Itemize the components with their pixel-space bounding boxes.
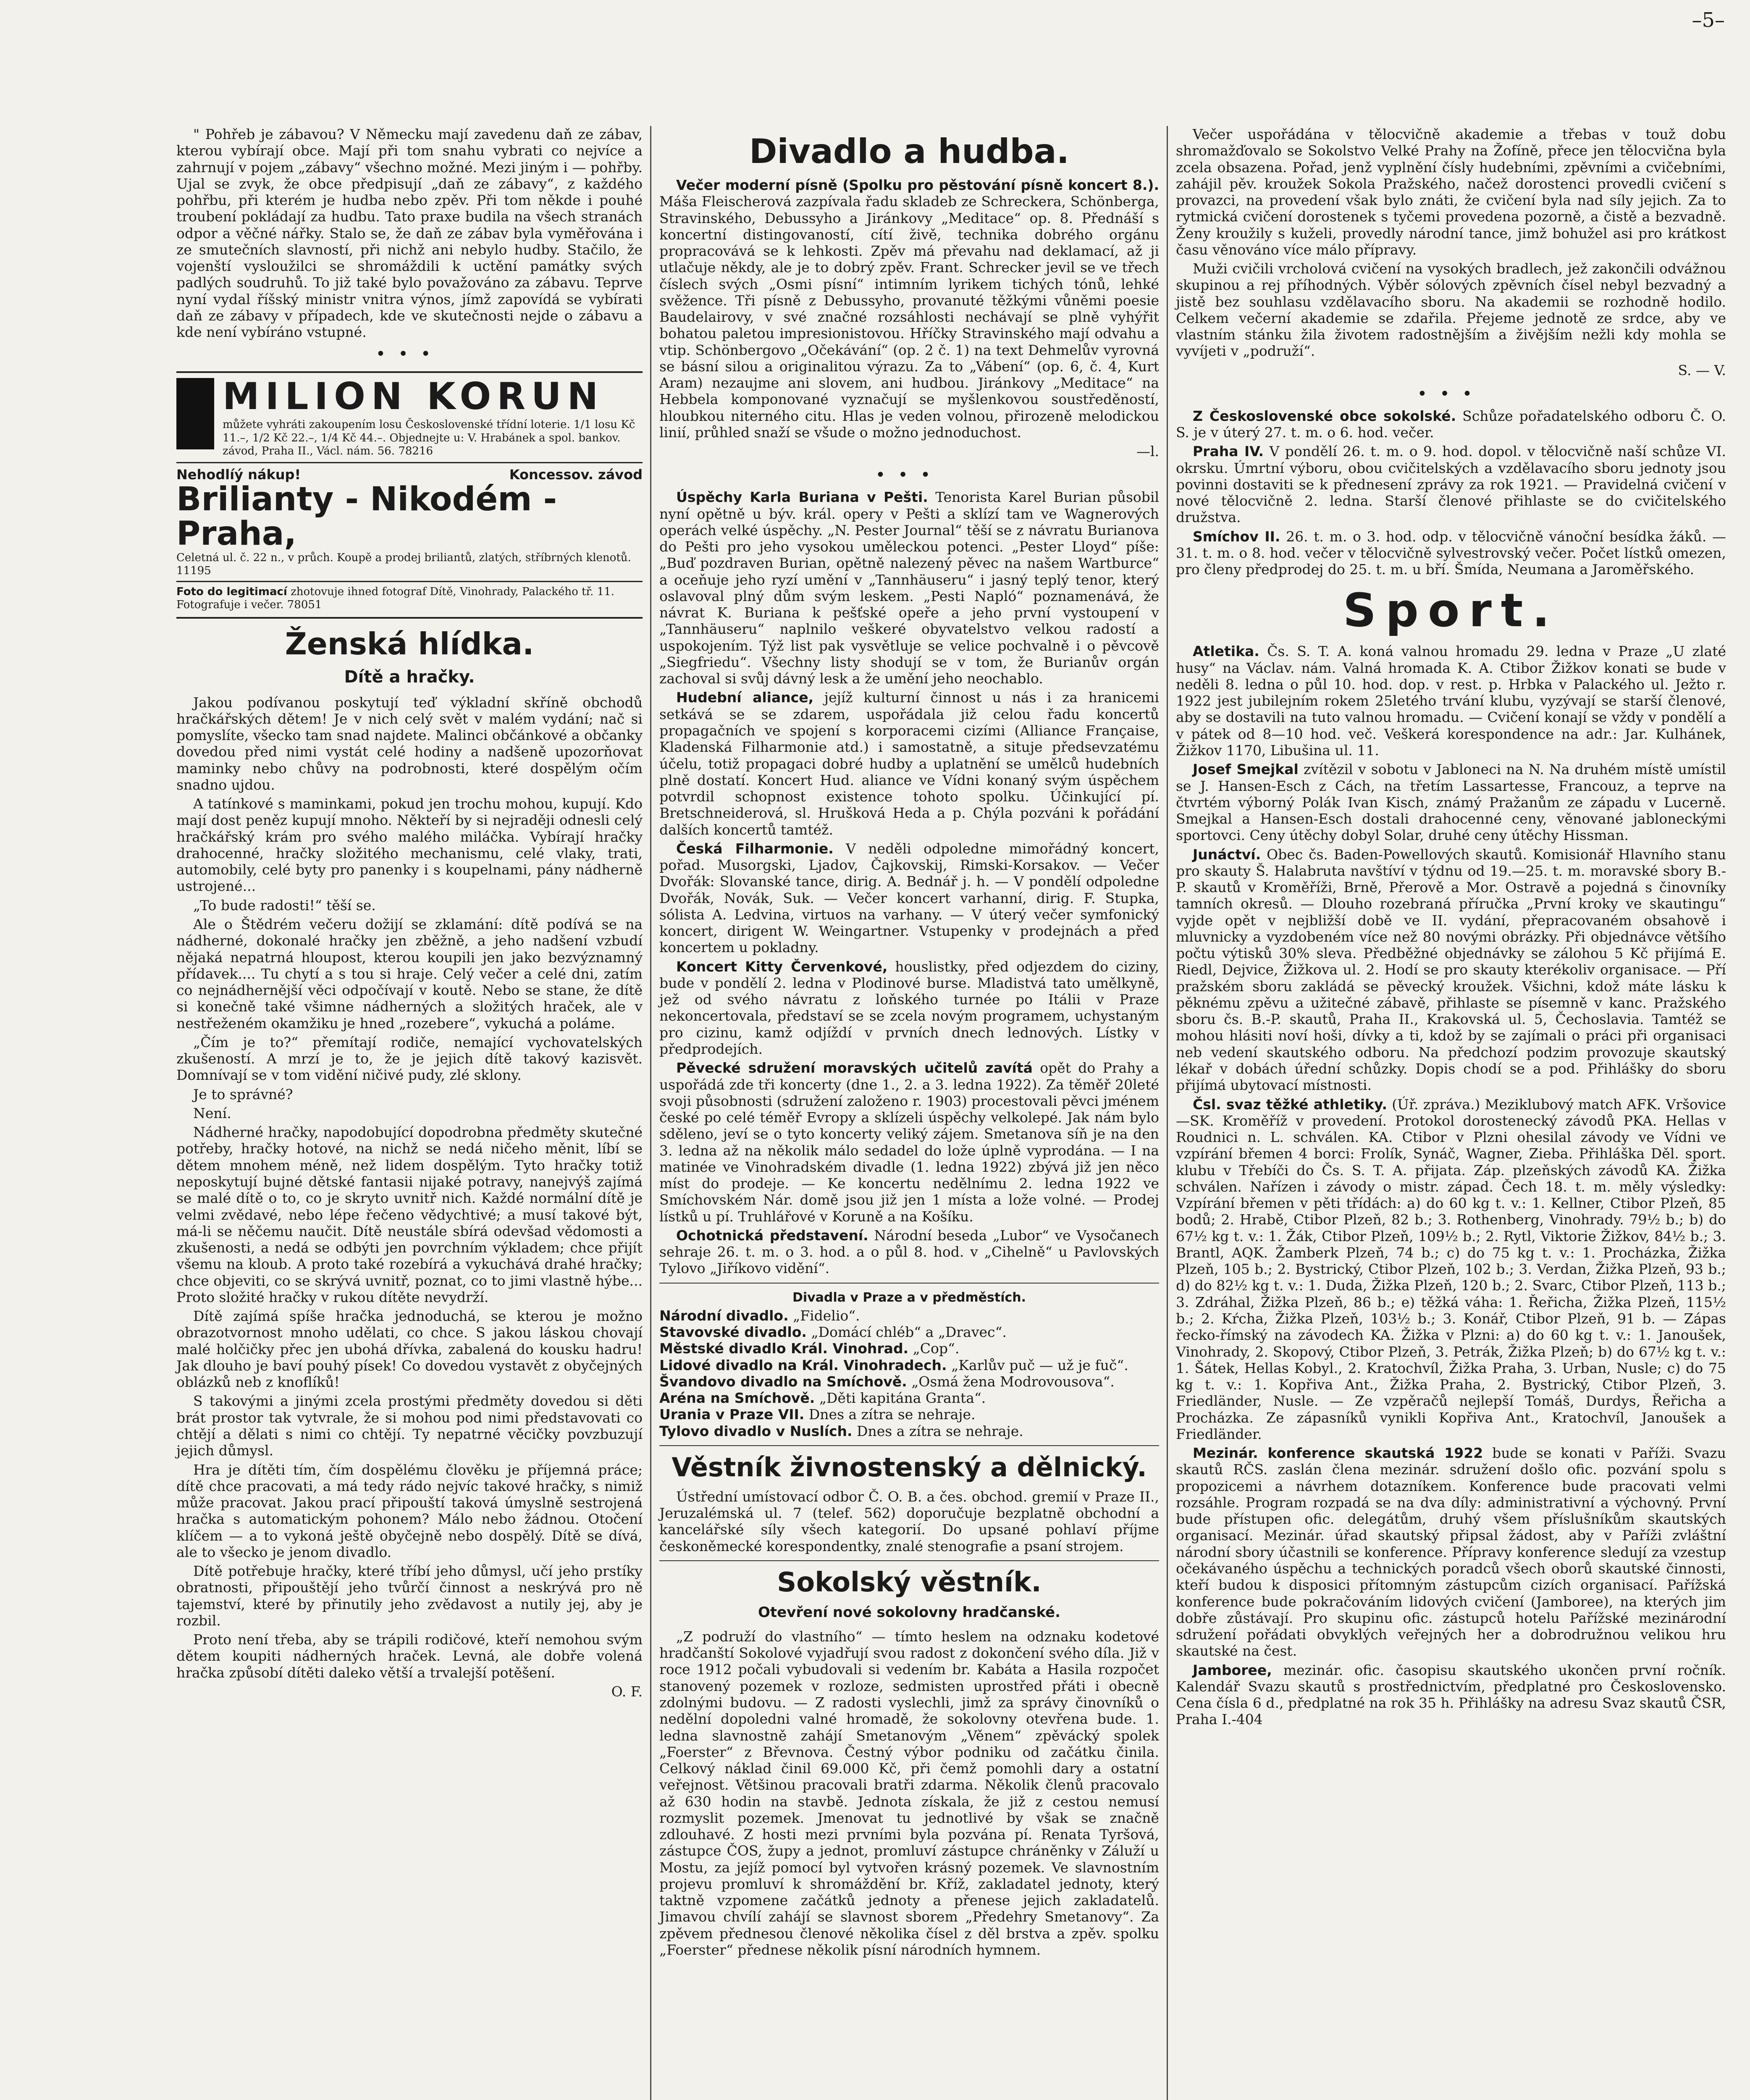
paragraph: Proto není třeba, aby se trápili rodičové, kteří nemohou svým dětem koupiti nádherných hraček. Levná, ale dobře volená hračka způsobí dítěti daleko větší a trvalejší potěšení. xyxy=(176,1631,643,1681)
paragraph: „To bude radosti!“ těší se. xyxy=(193,897,376,914)
theatre-listing-title: Divadla v Praze a v předměstích. xyxy=(792,1290,1026,1305)
news-lead: Úspěchy Karla Buriana v Pešti. xyxy=(676,489,928,506)
article-subtitle: Dítě a hračky. xyxy=(344,667,475,687)
news-text: Tenorista Karel Burian působil nyní opětně u býv. král. opery v Pešti a sklízí tam ve Wagnerových operách velké úspěchy. „N. Pester Journal“ těší se z návratu Burianova do Pešti pro jeho vysokou uměleckou potenci. „Pester Lloyd“ píše: „Buď pozdraven Burian, opětně nalezený pěvec na našem Wartburce“ a oceňuje jeho ryzí umění v „Tannhäuseru“ i jasný teplý tenor, který oslavoval plný dům svým leskem. „Pesti Napló“ poznamenává, že návrat K. Buriana k pešťské opeře a jeho první vystoupení v „Tannhäuseru“ naplnilo veškeré obyvatelstvo velkou radostí a uspokojením. Týž list pak vysvětluje se velice pochvalně i o pěvcově „Siegfriedu“. Všechny listy shodují se v tom, že Burianův orgán zachoval si svůj dávný lesk a že umění jeho neochablo. xyxy=(659,489,1159,687)
ad-jeweller xyxy=(176,463,643,582)
news-item xyxy=(1176,1445,1726,1659)
separator-dots: ••• xyxy=(375,344,443,364)
news-item xyxy=(1176,643,1726,759)
listing-row xyxy=(659,1307,1159,1324)
news-item xyxy=(659,840,1159,956)
theatre-name: Národní divadlo. xyxy=(659,1307,789,1324)
play-title: „Cop“. xyxy=(913,1340,960,1357)
ad-jeweller-left: Nehodlíý nákup! xyxy=(176,467,301,483)
news-item xyxy=(659,1227,1159,1277)
news-lead: Praha IV. xyxy=(1193,443,1264,460)
play-title: Dnes a zítra se nehraje. xyxy=(808,1406,976,1423)
separator-dots: ••• xyxy=(875,465,943,485)
news-item xyxy=(1176,408,1726,441)
listing-row xyxy=(659,1423,1159,1439)
page-folio: –5– xyxy=(1692,8,1725,32)
news-item xyxy=(659,958,1159,1058)
paragraph: Je to správné? xyxy=(193,1086,293,1102)
section-title-vestnik: Věstník živnostenský a dělnický. xyxy=(672,1452,1147,1483)
section-title-zenska: Ženská hlídka. xyxy=(285,626,534,662)
section-title-sokol: Sokolský věstník. xyxy=(777,1567,1042,1598)
news-item xyxy=(659,177,1159,441)
divider xyxy=(659,1445,1159,1446)
theatre-name: Stavovské divadlo. xyxy=(659,1324,807,1340)
listing-row xyxy=(659,1406,1159,1423)
news-text: (Úř. zpráva.) Meziklubový match AFK. Vršovice—SK. Kroměříž v provedení. Protokol dorostenecký závodů PKA. Hellas v Roudnici n. L. schválen. KA. Ctibor v Plzni ohesilal závody ve Vídni ve vzpírání břemen 4 borci: Frolík, Synáč, Wagner, Zieba. Přihláška Děl. sport. klubu v Třebíči do Čs. S. T. A. přijata. Záp. plzeňských závodů KA. Žižka schválen. Nařízen i závody o mistr. západ. Čech 18. t. m. měly výsledky: Vzpírání břemen v pěti třídách: a) do 60 kg t. v.: 1. Kellner, Ctibor Plzeň, 85 bodů; 2. Hrabě, Ctibor Plzeň, 82 b.; 3. Rothenberg, Vinohrady. 79½ b.; b) do 67½ kg t. v.: 1. Žák, Ctibor Plzeň, 109½ b.; 2. Rytl, Viktorie Žižkov, 84½ b.; 3. Brantl, AQK. Žamberk Plzeň, 74 b.; c) do 75 kg t. v.: 1. Procházka, Žižka Plzeň, 105 b.; 2. Bystrický, Ctibor Plzeň, 102 b.; 3. Verdan, Žižka Plzeň, 93 b.; d) do 82½ kg t. v.: 1. Duda, Žižka Plzeň, 120 b.; 2. Svarc, Ctibor Plzeň, 113 b.; 3. Zdráhal, Žižka Plzeň, 86 b.; e) těžká váha: 1. Řeřicha, Žižka Plzeň, 115½ b.; 2. Kŕcha, Žižka Plzeň, 103½ b.; 3. Konář, Ctibor Plzeň, 91 b. — Zápas řecko-římský na závodech KA. Žižka v Plzni: a) do 60 kg t. v.: 1. Janoušek, Vinohrady, 2. Skopový, Ctibor Plzeň, 3. Petrák, Žižka Plzeň; b) do 67½ kg t. v.: 1. Šátek, Hellas Kobyl., 2. Kratochvíl, Žižka Praha, 3. Urban, Nusle; c) do 75 kg t. v.: 1. Kopřiva Ant., Žižka Praha, 2. Bystrický, Ctibor Plzeň, 3. Friedländer, Nusle. — Ze vzpěračů nejlepší Tomáš, Durdys, Řeřicha a Procházka. Ze zápasníků vynikli Kopřiva Ant., Kratochvíl, Janoušek a Friedländer. xyxy=(1176,1096,1726,1442)
news-text: 26. t. m. o 3. hod. odp. v tělocvičně vánoční besídka žáků. — 31. t. m. o 8. hod. večer v tělocvičně sylvestrovský večer. Počet lístků omezen, pro členy předprodej do 25. t. m. u bří. Šmída, Neumana a Jaroměřského. xyxy=(1176,528,1726,578)
article-subtitle: Otevření nové sokolovny hradčanské. xyxy=(758,1604,1061,1621)
listing-row xyxy=(659,1324,1159,1340)
ad-jeweller-right: Koncessov. závod xyxy=(509,467,643,483)
ad-photo-text: zhotovuje ihned fotograf Dítě, Vinohrady, Palackého tř. 11. Fotografuje i večer. 78051 xyxy=(176,585,614,612)
news-item xyxy=(659,689,1159,837)
ad-lottery-text: můžete vyhráti zakoupením losu Československé třídní loterie. 1/1 losu Kč 11.–, 1/2 Kč 22.–, 1/4 Kč 44.–. Objednejte u: V. Hrabánek a spol. bankov. závod, Praha II., Václ. nám. 56. 78216 xyxy=(223,418,635,457)
paragraph: Není. xyxy=(193,1105,231,1121)
ad-jeweller-text: Celetná ul. č. 22 n., v průch. Koupě a prodej briliantů, zlatých, stříbrných klenotů. 11195 xyxy=(176,551,631,577)
news-text: jejíž kulturní činnost u nás i za hranicemi setkává se se zdarem, uspořádala již celou řadu koncertů propagačních ve spojení s korporacemi cizími (Alliance Française, Kladenská Filharmonie atd.) i samostatně, a situje předsevzatému účelu, totiž propagaci dobré hudby a uplatnění se umělců hudebních plně dostatí. Koncert Hud. aliance ve Vídni konaný svým úspěchem potvrdil schopnost existence tohoto spolku. Účinkující pí. Bretschneiderová, sl. Hrušková Heda a p. Chýla pozváni k pořádání dalších koncertů tamtéž. xyxy=(659,689,1159,838)
paragraph: S takovými a jinými zcela prostými předměty dovedou si děti brát prostor tak vytvrale, že si mohou pod nimi představovati co chtějí a dělati s nimi co chtějí. Ty nepatrné věcičky povzbuzují jejich důmysl. xyxy=(176,1393,643,1459)
section-title-sport: Sport. xyxy=(1343,583,1559,638)
play-title: „Osmá žena Modrovousova“. xyxy=(911,1373,1115,1390)
news-text: mezinár. ofic. časopisu skautského ukončen první ročník. Kalendář Svazu skautů s prostřednictvím, předplatné pro Československo. Cena čísla 6 d., předplatné na rok 35 h. Přihlášky na adresu Svaz skautů ČSR, Praha I.-404 xyxy=(1176,1662,1726,1728)
theatre-name: Tylovo divadlo v Nuslích. xyxy=(659,1423,853,1439)
paragraph: Jakou podívanou poskytují teď výkladní skříně obchodů hračkářských dětem! Je v nich celý svět v malém vydání; nač si pomyslíte, všecko tam snad najdete. Malinci občánkové a občanky dovedou před nimi vystát celé hodiny a nadšeně upozorňovat maminky nebo chůvy na podrobnosti, které dospělým očím snadno ujdou. xyxy=(176,694,643,793)
paragraph: Večer uspořádána v tělocvičně akademie a třebas v touž dobu shromažďovalo se Sokolstvo Velké Prahy na Žofíně, přece jen tělocvična byla zcela obsazena. Pořad, jenž vyplnění čísly hudebními, zpěvními a cvičebními, zahájil pěv. kroužek Sokola Pražského, načež dorostenci provedli cvičení s provazci, na provedení však bylo znáti, že cvičení byla nad síly jejich. Za to rytmická cvičení dorostenek s tyčemi provedena pozorně, a čistě a bezvadně. Ženy kroužily s kuželi, provedly národní tance, jimž bohužel asi pro krátkost času věnováno více málo přípravy. xyxy=(1176,126,1726,258)
theatre-name: Aréna na Smíchově. xyxy=(659,1390,815,1407)
theatre-name: Městské divadlo Král. Vinohrad. xyxy=(659,1340,909,1357)
news-item xyxy=(1176,846,1726,1094)
ad-jeweller-headline: Brilianty - Nikodém - Praha, xyxy=(176,480,557,553)
column-rule xyxy=(650,126,651,2100)
news-text: opět do Prahy a uspořádá zde tři koncerty (dne 1., 2. a 3. ledna 1922). Za těměř 20leté svoji působnosti (sdružení založeno r. 1903) procestovali pěvci jménem české po celé téměř Evropy a sklízeli úspěchy velkolepé. Jak nám bylo sděleno, jeví se o tyto koncerty veliký zájem. Smetanova síň je na den 3. ledna až na několik málo sedadel do lože úplně vyprodána. — I na matinée ve Vinohradském divadle (1. ledna 1922) zbývá již jen něco míst do prodeje. — Ke koncertu nedělnímu 2. ledna 1922 ve Smíchovském Nár. domě jsou již jen 1 místa a lože volné. — Prodej lístků u pí. Truhlářové v Koruně a na Košíku. xyxy=(659,1060,1159,1225)
paragraph: „Čím je to?“ přemítají rodiče, nemající vychovatelských zkušeností. A mrzí je to, že je jejich dítě takový kazisvět. Domnívají se v tom vidění ničivé pudy, zlé sklony. xyxy=(176,1034,643,1084)
play-title: „Fidelio“. xyxy=(793,1307,860,1324)
news-text: Obec čs. Baden-Powellových skautů. Komisionář Hlavního stanu pro skauty Š. Halabruta navštíví v týdnu od 19.—25. t. m. moravské sbory B.-P. skautů v Kroměříži, Brně, Přerově a Mor. Ostravě a pojedná s činovníky tamních okresů. — Dlouho rozebraná příručka „První kroky ve skautingu“ vyjde opět v nejbližší době ve II. vydání, přepracovaném obsahově i mluvnicky a vyzdobeném více než 80 novými obrázky. Při objednávce většího počtu výtisků 30% sleva. Předběžné objednávky se zálohou 5 Kč přijímá E. Riedl, Dejvice, Žižkova ul. 2. Hodí se pro skauty kterékoliv organisace. — Pří pražském sboru zakládá se pěvecký kroužek. Všichni, kdož máte lásku k pěknému zpěvu a užitečné zábavě, přihlaste se písemně v kanc. Pražského sboru čs. B.-P. skautů, Praha II., Krakovská ul. 5, Čechoslavia. Tamtéž se mohou hlásiti noví hoši, dívky a ti, kdož by se zajímali o práci při organisaci neb vedení skautského odboru. Na předchozí podzim provozuje skautský lékař v dobách úřední schůzky. Dopis chodí se a pod. Přihlášky do sboru přijímá ubytovací místnosti. xyxy=(1176,846,1726,1094)
column-middle xyxy=(659,126,1159,1961)
news-text: Máša Fleischerová zazpívala řadu skladeb ze Schreckera, Schönberga, Stravinského, Debussyho a Jiránkovy „Meditace“ op. 8. Přednáší s koncertní distingovaností, cítí živě, technika dobrého orgánu propracovává se k lehkosti. Zpěv má převahu nad deklamací, až ji utlačuje někdy, ale je to dobrý zpěv. Frant. Schrecker jevil se ve třech číslech svých „Osmi písní“ intimním lyrikem tichých tónů, lehké svěžence. Tři písně z Debussyho, provanuté těžkými vůněmi poesie Baudelairovy, v své značné rozsáhlosti nechávají se plně vyhýřit bohatou paletou impresionistovou. Hříčky Stravinského mají odvahu a vtip. Schönbergovo „Očekávání“ (op. 2 č. 1) na text Dehmelův vyrovná se básní silou a originalitou výrazu. Za to „Vábení“ (op. 6, č. 4, Kurt Aram) nezaujme ani slovem, ani hudbou. Jiránkovy „Meditace“ na Hebbela komponované vyznačují se myšlenkovou soustředěností, hloubkou niterného citu. Hlas je veden volnou, přirozeně melodickou linií, průhled snaží se všude o možno jednoduchost. xyxy=(659,193,1159,441)
paragraph: Ale o Štědrém večeru dožijí se zklamání: dítě podívá se na nádherné, dokonalé hračky jen zběžně, a jeho nadšení vzbudí nějaká nepatrná hloupost, kterou koupili jen jako bezvýznamný přídavek.... Tu chytí a s tou si hraje. Celý večer a celé dni, zatím co nejnádhernější věci odpočívají v koutě. Nebo se stane, že dítě si konečně také všimne nádherných a složitých hraček, ale v nestřeženém okamžiku je hned „rozebere“, vykuchá a poláme. xyxy=(176,916,643,1032)
play-title: Dnes a zítra se nehraje. xyxy=(857,1423,1023,1439)
news-text: Národní beseda „Lubor“ ve Vysočanech sehraje 26. t. m. o 3. hod. a o půl 8. hod. v „Cihelně“ u Pavlovských Tylovo „Jiříkovo vidění“. xyxy=(659,1227,1159,1277)
column-left xyxy=(176,126,643,1706)
separator-dots: ••• xyxy=(1417,384,1485,404)
paragraph: Dítě zajímá spíše hračka jednoduchá, se kterou je možno obrazotvornost mnoho udělati, co chce. S jakou láskou chovají malé holčičky přec jen ubohá dřívka, zabalená do kousku hadru! Jak dlouho je baví pouhý písek! Co dovedou vystavět z obyčejných oblázků neb z knoflíků! xyxy=(176,1308,643,1391)
paragraph: „Z podruží do vlastního“ — tímto heslem na odznaku kodetové hradčanští Sokolové vyjadřují svou radost z dokončení svého díla. Již v roce 1912 počali vybudovali si vedením br. Kabáta a Hasila rozpočet stanovený pozemek v rozloze, sedmisten uprostřed přáti i obecně zdolnými budovu. — Z radosti vyslechli, jimž za správy činovníků o nedělní dopoledni valné hromadě, že sokolovny otevřena bude. 1. ledna slavnostně zahájí Smetanovým „Věnem“ zpěvácký spolek „Foerster“ z Břevnova. Čestný výbor podniku od začátku činila. Celkový náklad činil 69.000 Kč, při čemž pomohli dary a ostatní veřejnost. Většinou pracovali bratři zdarma. Několik členů pracovalo až 630 hodin na stavbě. Jednota získala, že již z cestou nemusí rozmyslit pozemek. Jmenovat tu jednotlivé by však se značně zdlouhavé. Z hosti mezi prvními byla pozvána pí. Renata Tyršová, zástupce ČOS, župy a jednot, promluví zástupce chráněnky v Záluží u Mostu, za jejíž pomocí byl vytvořen krásný pozemek. Ve slavnostním projevu promluví k shromáždění br. Kříž, zakladatel jednoty, který taktně vzpomene začátků jednoty a přenese jejich zakladatelů. Jimavou chvílí zahájí se slavnost sborem „Předehry Smetanovy“. Za zpěvem přednesou členové několika čísel z děl brstva a zpěv. spolku „Foerster“ přednese několik písní národních hymnem. xyxy=(659,1628,1159,1958)
article-pohreb: " Pohřeb je zábavou? V Německu mají zavedenu daň ze zábav, kterou vybírají obce. Mají při tom snahu vybrati co nejvíce a zahrnují v pojem „zábavy“ všechno možné. Mezi jiným i — pohřby. Ujal se zvyk, že obce předpisují „daň ze zábavy“, z každého pohřbu, při kterém je hudba nebo zpěv. Při tom někde i pouhé troubení pokládají za hudbu. Tato praxe budila na všech stranách odpor a věčné nářky. Stalo se, že daň ze zábav byla vyměřována i ze smutečních slavností, při nichž ani nebylo hudby. Stačilo, že vojenští vysloužilci se shromáždili k uctění památky svých padlých soudruhů. To již také bylo považováno za zábavu. Teprve nyní vydal říšský ministr vnitra výnos, jímž zapovídá se vybírati daň ze zábavy v případech, kde ve skutečnosti nejde o zábavu a kde není vybíráno vstupné. xyxy=(176,126,643,341)
listing-row xyxy=(659,1390,1159,1406)
theatre-listing xyxy=(659,1307,1159,1439)
news-lead: Česká Filharmonie. xyxy=(676,840,834,857)
advertisement-block xyxy=(176,371,643,618)
author-signature: O. F. xyxy=(611,1683,643,1700)
news-item xyxy=(1176,1096,1726,1443)
news-lead: Ochotnická představení. xyxy=(676,1227,868,1244)
news-lead: Čsl. svaz těžké athletiky. xyxy=(1193,1096,1388,1113)
news-item xyxy=(1176,761,1726,843)
news-text: zvítězil v sobotu v Jabloneci na N. Na druhém místě umístil se J. Hansen-Esch z Cách, na třetím Lassartesse, Francouz, a teprve na čtvrtém výborný Polák Ivan Kisch, známý Pražanům ze západu v Lucerně. Smejkal a Hansen-Esch dostali drahocenné ceny, věnované jabloneckými sportovci. Ceny útěchy dobyl Solar, druhé ceny útěchy Hissman. xyxy=(1176,761,1726,844)
listing-row xyxy=(659,1340,1159,1357)
news-lead: Atletika. xyxy=(1193,643,1259,660)
news-text: V pondělí 26. t. m. o 9. hod. dopol. v tělocvičně naší schůze VI. okrsku. Úmrtní výboru, obou cvičitelských a vzdělavacího sboru jednoty jsou povinni dostaviti se k přednesení zprávy za rok 1921. — Pravidelná cvičení v nové tělocvičně 2. ledna. Starší členové přihlaste se do cvičitelského družstva. xyxy=(1176,443,1726,526)
news-lead: Smíchov II. xyxy=(1193,528,1280,545)
theatre-name: Lidové divadlo na Král. Vinohradech. xyxy=(659,1357,947,1373)
paragraph: Nádherné hračky, napodobující dopodrobna předměty skutečné potřeby, hračky hotové, na nichž se nedá ničeho měnit, líbí se dětem mnohem méně, než lidem dospělým. Tyto hračky totiž neposkytují bujné dětské fantasii nijaké potravy, nanejvýš zajímá se malé dítě o to, co je skryto uvnitř nich. Každé normální dítě je velmi zvědavé, nebo lépe řečeno vědychtivé; a musí takové být, má-li se něčemu naučit. Dítě neustále sbírá odevšad vědomosti a zkušenosti, a nedá se odbýti jen povrchním výkladem; chce přijít všemu na kloub. A proto také rozebírá a vykuchává drahé hračky; chce objeviti, co se skrývá uvnitř, poznat, co to jimi vlastně hýbe... Proto složité hračky v rukou dítěte nevydrží. xyxy=(176,1124,643,1305)
divider xyxy=(659,1560,1159,1561)
ad-lottery xyxy=(176,375,643,463)
news-lead: Josef Smejkal xyxy=(1193,761,1299,778)
news-lead: Junáctví. xyxy=(1193,846,1261,863)
play-title: „Děti kapitána Granta“. xyxy=(819,1390,986,1407)
paragraph: Ústřední umístovací odbor Č. O. B. a čes. obchod. gremií v Praze II., Jeruzalémská ul. 7 (telef. 562) doporučuje bezplatně obchodní a kancelářské síly všech kategorií. Do upsané pohlaví příjme českoněmecké korespondentky, znalé stenografie a psaní strojem. xyxy=(659,1488,1159,1554)
news-lead: Z Československé obce sokolské. xyxy=(1193,407,1456,424)
news-text: Schůze pořadatelského odboru Č. O. S. je v úterý 27. t. m. o 6. hod. večer. xyxy=(1176,407,1726,441)
theatre-name: Švandovo divadlo na Smíchově. xyxy=(659,1373,907,1390)
ad-photo-lead: Foto do legitimací xyxy=(176,585,287,598)
listing-row xyxy=(659,1357,1159,1373)
news-text: bude se konati v Paříži. Svazu skautů RČS. zaslán člena mezinár. sdružení došlo ofic. pozvání spolu s propozicemi a návrhem dotazníkem. Konference bude pracovati velmi rozsáhle. Program rozpadá se na dva díly: administrativní a výchovný. První bude přístupen ofic. delegátům, druhý všem příslušníkům skautských organisací. Mezinár. úřad skautský připsal žádost, aby v Paříži zvláštní národní sbory účastnili se konference. Přípravy konference sledují za vzestup očekávaného úspěchu a technických poradců všech oborů skautské činnosti, kteří budou k disposici přítomným zástupcům cizích organisací. Pařížská konference bude pokračováním lidových cvičení (Jamboree), na kterých jim dobře zůstávají. Pro skupinu ofic. zástupců hotelu Pařížské mezinárodní sdružení pořádati obvyklých veřejných her a dobrodružnou velikou hru skautské na čest. xyxy=(1176,1445,1726,1659)
news-item xyxy=(659,489,1159,687)
news-lead: Jamboree, xyxy=(1193,1662,1272,1678)
paragraph: A tatínkové s maminkami, pokud jen trochu mohou, kupují. Kdo mají dost peněz kupují mnoho. Někteří by si nejraději odnesli celý hračkářský krám pro svého malého miláčka. Vybírají hračky drahocenné, hračky složitého mechanismu, celé vlaky, trati, automobily, celé byty pro panenky i s koupelnami, pány nádherně ustrojené... xyxy=(176,795,643,895)
news-lead: Hudební aliance, xyxy=(676,689,814,706)
news-lead: Mezinár. konference skautská 1922 xyxy=(1193,1445,1483,1462)
section-title-divadlo: Divadlo a hudba. xyxy=(749,132,1070,171)
play-title: „Domácí chléb“ a „Dravec“. xyxy=(811,1324,1007,1340)
column-right xyxy=(1176,126,1726,1730)
ad-initial-block xyxy=(176,378,214,449)
listing-row xyxy=(659,1373,1159,1390)
author-signature: —l. xyxy=(1136,443,1159,460)
news-lead: Večer moderní písně (Spolku pro pěstování písně koncert 8.). xyxy=(676,177,1159,193)
theatre-name: Urania v Praze VII. xyxy=(659,1406,805,1423)
play-title: „Karlův puč — už je fuč“. xyxy=(951,1357,1128,1373)
ad-lottery-headline: MILION KORUN xyxy=(223,375,604,418)
paragraph: Muži cvičili vrcholová cvičení na vysokých bradlech, jež zakončili odvážnou skupinou a rej příhodných. Výběr sólových zpěvních čísel nebyl bezvadný a jistě bez souhlasu vzdělavacího sboru. Na akademii se rozhodně hodilo. Celkem večerní akademie se zdařila. Přejeme jednotě ze srdce, aby ve vlastním stánku žila životem radostnějším a živějším nežli kdy mohla se vyvíjeti v „podruží“. xyxy=(1176,260,1726,360)
news-text: houslistky, před odjezdem do ciziny, bude v pondělí 2. ledna v Plodinové burse. Mladistvá tato umělkyně, jež od svého návratu z loňského turnée po Itálii v Praze nekoncertovala, představí se se zcela novým programem, uchystaným pro cizinu, kamž odjíždí v prvních dnech lednových. Lístky v předprodejích. xyxy=(659,958,1159,1058)
paragraph: Hra je dítěti tím, čím dospělému člověku je příjemná práce; dítě chce pracovati, a má tedy rádo nejvíc takové hračky, s nimiž může pracovat. Jakou prací připouští taková úmyslně sestrojená hračka s automatickým pohonem? Málo nebo žádnou. Otočení klíčem — a to vykoná ještě obyčejně nebo dospělý. Dítě se dívá, ale to všecko je jenom divadlo. xyxy=(176,1461,643,1560)
news-item xyxy=(659,1060,1159,1225)
news-item xyxy=(1176,1662,1726,1728)
news-text: V neděli odpoledne mimořádný koncert, pořad. Musorgski, Ljadov, Čajkovskij, Rimski-Korsakov. — Večer Dvořák: Slovanské tance, dirig. A. Bednář j. h. — V pondělí odpoledne Dvořák, Novák, Suk. — Večer koncert varhanní, dirig. F. Stupka, sólista A. Ledvina, virtuos na varhany. — V úterý večer symfonický koncert, dirigent W. Weingartner. Vstupenky v prodejnách a před koncertem u pokladny. xyxy=(659,840,1159,956)
news-lead: Pěvecké sdružení moravských učitelů zavítá xyxy=(676,1060,1033,1076)
news-text: Čs. S. T. A. koná valnou hromadu 29. ledna v Praze „U zlaté husy“ na Václav. nám. Valná hromada K. A. Ctibor Žižkov konati se bude v neděli 8. ledna o půl 10. hod. dop. v rest. p. Hrbka v Palackého ul. Ježto r. 1922 jest jubilejním rokem 25letého trvání klubu, vyzývají se starší členové, aby se dostavili na tuto valnou hromadu. — Cvičení konají se vždy v pondělí a v pátek od 8—10 hod. več. Veškerá korespondence na adr.: Jar. Kulhánek, Žižkov 1170, Libušina ul. 11. xyxy=(1176,643,1726,759)
column-rule xyxy=(1167,126,1168,2100)
author-signature: S. — V. xyxy=(1678,362,1726,378)
divider xyxy=(659,1283,1159,1284)
news-item xyxy=(1176,528,1726,578)
ad-photo xyxy=(176,582,643,612)
news-item xyxy=(1176,443,1726,525)
news-lead: Koncert Kitty Červenkové, xyxy=(676,958,888,975)
paragraph: Dítě potřebuje hračky, které tříbí jeho důmysl, učí jeho prstíky obratnosti, připouštějí jeho tvůrčí činnost a neskrývá pro ně tajemství, které by přinutily jeho zvědavost a nutily jej, aby je rozbil. xyxy=(176,1563,643,1629)
